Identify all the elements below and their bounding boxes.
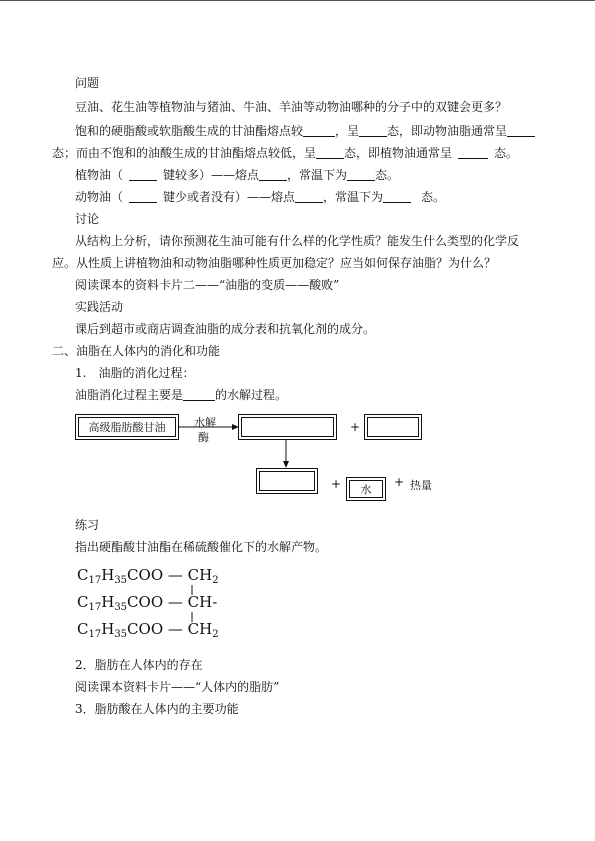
item3-heading: 3．脂肪酸在人体内的主要功能 (75, 702, 239, 716)
text: 植物油（ (75, 168, 124, 182)
formula-coo: COO — CH- (127, 593, 218, 611)
text: 态，即植物油通常呈 (344, 146, 453, 160)
text: 键较多）——熔点 (163, 168, 260, 182)
reading-card-2: 阅读课本资料卡片——“人体内的脂肪” (75, 680, 280, 694)
discussion-heading: 讨论 (75, 212, 100, 226)
formula-h-sub: 35 (114, 602, 128, 613)
formula-c: C (77, 620, 89, 638)
formula-c-sub: 17 (88, 602, 102, 613)
text: 饱和的硬脂酸或软脂酸生成的甘油酯熔点较 (75, 124, 304, 138)
formula-h: H (101, 566, 115, 584)
glyceride-label: 高级脂肪酸甘油 (78, 417, 176, 437)
text: 态，即动物油脂通常呈 (387, 124, 508, 138)
text: 的水解过程。 (215, 388, 288, 402)
question-line-1: 豆油、花生油等植物油与猪油、牛油、羊油等动物油哪种的分子中的双键会更多？ (75, 100, 508, 114)
formula-coo: COO — CH (127, 566, 213, 584)
formula-coo: COO — CH (127, 620, 213, 638)
formula-c: C (77, 593, 89, 611)
discussion-line-2: 应。从性质上讲植物油和动物油脂哪种性质更加稳定？应当如何保存油脂？为什么？ (52, 256, 497, 270)
formula-ch-sub: 2 (212, 629, 219, 640)
exercise-heading: 练习 (75, 518, 100, 532)
formula-c-sub: 17 (88, 629, 102, 640)
text: 态。 (494, 146, 519, 160)
text: 态；而由不饱和的油酸生成的甘油酯熔点较低，呈 (52, 146, 317, 160)
part2-heading: 二、油脂在人体内的消化和功能 (52, 344, 221, 358)
text: 动物油（ (75, 190, 124, 204)
text: 态。 (421, 190, 446, 204)
text: ，常温下为 (323, 190, 384, 204)
arrow-label-hydrolysis: 水解 (194, 416, 216, 429)
formula-h-sub: 35 (114, 629, 128, 640)
exercise-text: 指出硬酯酸甘油酯在稀硫酸催化下的水解产物。 (75, 540, 328, 554)
formula-c-sub: 17 (88, 575, 102, 586)
formula-h-sub: 35 (114, 575, 128, 586)
practice-text: 课后到超市或商店调查油脂的成分表和抗氧化剂的成分。 (75, 322, 376, 336)
water-label: 水 (349, 480, 383, 498)
text: 键少或者没有）——熔点 (163, 190, 296, 204)
formula-h: H (101, 620, 115, 638)
formula-ch-sub: 2 (212, 575, 219, 586)
formula-h: H (101, 593, 115, 611)
text: ，常温下为 (287, 168, 348, 182)
question-heading: 问题 (75, 76, 100, 90)
text: 态。 (375, 168, 400, 182)
text: 油脂消化过程主要是 (75, 388, 184, 402)
item1-heading: 1. 油脂的消化过程： (75, 366, 195, 380)
heat-label: 热量 (410, 479, 432, 492)
reading-card-1: 阅读课本的资料卡片二——“油脂的变质——酸败” (75, 278, 340, 292)
plus-sign-3: + (394, 475, 405, 489)
text: ，呈 (335, 124, 360, 138)
plus-sign-1: + (350, 420, 361, 434)
practice-heading: 实践活动 (75, 300, 124, 314)
item2-heading: 2．脂肪在人体内的存在 (75, 658, 203, 672)
arrow-label-enzyme: 酶 (198, 431, 209, 444)
discussion-line-1: 从结构上分析，请你预测花生油可能有什么样的化学性质？能发生什么类型的化学反 (75, 234, 520, 248)
plus-sign-2: + (331, 477, 342, 491)
formula-c: C (77, 566, 89, 584)
